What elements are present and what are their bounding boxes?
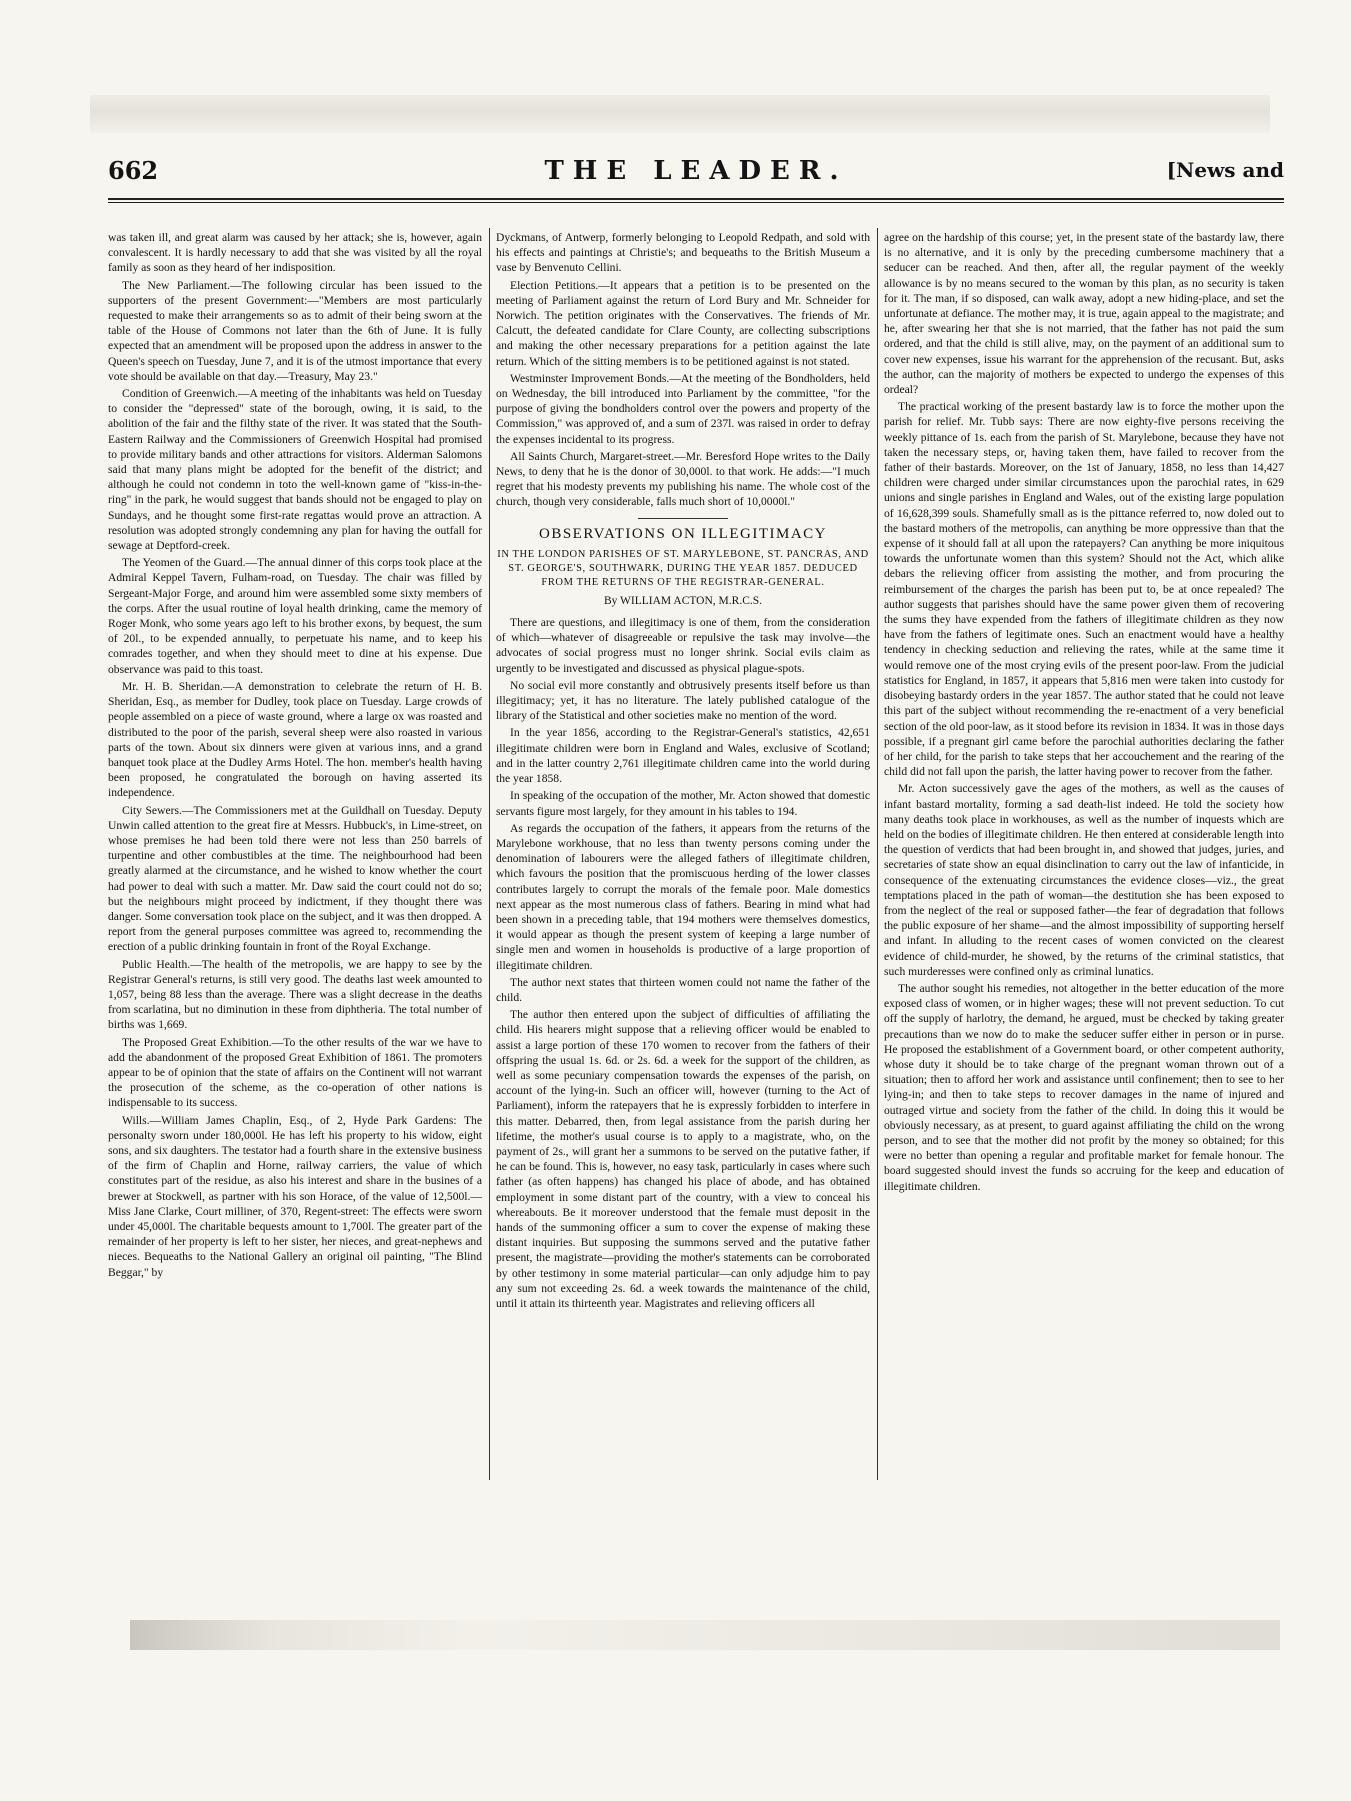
paragraph: In the year 1856, according to the Registrar-General's statistics, 42,651 illegitimate children were born in England and Wales, exclusive of Scotland; and in the latter country 2,761 illegitimate children came into the world during the year 1858. — [496, 726, 870, 786]
section-tag: [News and — [1166, 158, 1284, 182]
paragraph: The Yeomen of the Guard.—The annual dinner of this corps took place at the Admiral Keppel Tavern, Fulham-road, on Tuesday. The chair was filled by Sergeant-Major Forge, and around him were assembled some sixty members of the corps. After the usual routine of loyal health drinking, came the memory of Roger Monk, who some years ago left to his brother exons, by bequest, the sum of 20l., to be expended annually, to perpetuate his name, and to keep his comrades together, and when they should meet to dine at his expense. Due observance was paid to this toast. — [108, 556, 482, 676]
paragraph: Election Petitions.—It appears that a petition is to be presented on the meeting of Parliament against the return of Lord Bury and Mr. Schneider for Norwich. The petition originates with the Conservatives. The friends of Mr. Calcutt, the defeated candidate for Clare County, are collecting subscriptions and making the other necessary preparations for a petition against the late return. Which of the sitting members is to be petitioned against is not stated. — [496, 278, 870, 368]
paragraph: Mr. H. B. Sheridan.—A demonstration to celebrate the return of H. B. Sheridan, Esq., as member for Dudley, took place on Tuesday. Large crowds of people assembled on a piece of waste ground, where a large ox was roasted and distributed to the poor of the parish, several sheep were also roasted in various parts of the town. About six dinners were given at various inns, and a grand banquet took place at the Dudley Arms Hotel. The hon. member's health having been proposed, he congratulated the borough on having asserted its independence. — [108, 679, 482, 800]
paragraph: Westminster Improvement Bonds.—At the meeting of the Bondholders, held on Wednesday, the bill introduced into Parliament by the committee, "for the purpose of giving the bondholders control over the powers and property of the Commission," was approved of, and a sum of 237l. was raised in order to defray the expenses incidental to its progress. — [496, 371, 870, 446]
paragraph: agree on the hardship of this course; yet, in the present state of the bastardy law, there is no alternative, and it is only by the preceding cumbersome machinery that a seducer can be reached. And then, after all, the regular payment of the weekly allowance is by no means secured to the woman by this plan, as no security is taken for it. The man, if so disposed, can walk away, adopt a new hiding-place, and set the unfortunate at defiance. The mother may, it is true, again appeal to the magistrate; and he, after swearing her that she is not married, that the father has not paid the sum ordered, and that the child is still alive, may, on the payment of an additional sum to cover new expenses, issue his warrant for the apprehension of the recusant. But, asks the author, can the majority of mothers be expected to undergo the expenses of this ordeal? — [884, 231, 1284, 397]
column-divider-2 — [877, 228, 878, 1480]
paragraph: The practical working of the present bastardy law is to force the mother upon the parish for relief. Mr. Tubb says: There are now eighty-five persons receiving the weekly pittance of 1s. each from the parish of St. Marylebone, because they have not taken the necessary steps, or, having taken them, have failed to recover from the father of their bastards. Moreover, on the 1st of January, 1858, no less than 14,427 children were charged under similar circumstances upon the parochial rates, in 629 unions and single parishes in England and Wales, out of the existing large population of 16,628,399 souls. Shamefully small as is the pittance referred to, now doled out to the bastard mothers of the metropolis, can anything be more oppressive than that the expense of it should fall at all upon the ratepayers? Can anything be more iniquitous towards the unfortunate women than this system? Should not the Act, which alike debars the relieving officer from assisting the mother, and from procuring the reimbursement of the charges the parish has been put to, be at once repealed? The author suggests that parishes should have the same power given them of recovering the sums they have expended from the fathers of illegitimate children as they now have from the fathers of legitimate ones. Such an enactment would have a healthy tendency in checking seduction and relieving the rates, while at the same time it would remove one of the most crying evils of the present poor-law. From the judicial statistics for England, in 1857, it appears that 5,816 men were taken into custody for disobeying bastardy orders in the year 1857. The author stated that he could not leave this part of the subject without recommending the re-enactment of a very beneficial section of the old poor-law, as it stood before its revision in 1834. It was in those days possible, if a pregnant girl came before the parochial authorities declaring the father of her child, for the parish to take steps that her accouchement and the rearing of the child did not fall upon the parish, the latter having power to recover from the father. — [884, 400, 1284, 779]
section-rule — [638, 518, 728, 519]
paragraph: Dyckmans, of Antwerp, formerly belonging to Leopold Redpath, and sold with his effects and paintings at Christie's; and bequeaths to the British Museum a vase by Benvenuto Cellini. — [496, 231, 870, 275]
paragraph: As regards the occupation of the fathers, it appears from the returns of the Marylebone workhouse, that no less than twenty persons coming under the denomination of labourers were the alleged fathers of illegitimate children, which favours the position that the promiscuous herding of the lower classes contributes largely to corrupt the morals of the female poor. Male domestics next appear as the most numerous class of fathers. Bearing in mind what had been shown in a preceding table, that 194 mothers were themselves domestics, it would appear as though the present system of keeping a large number of single men and women in households is productive of a large proportion of illegitimate children. — [496, 821, 870, 972]
header-rule — [108, 198, 1284, 200]
article-byline: By WILLIAM ACTON, M.R.C.S. — [603, 594, 763, 607]
column-divider-1 — [489, 228, 490, 1480]
paragraph: Mr. Acton successively gave the ages of the mothers, as well as the causes of infant bastard mortality, forming a sad death-list indeed. He told the society how many deaths took place in workhouses, as well as the number of inquests which are held on the bodies of illegitimate children. He then entered at considerable length into the question of verdicts that had been brought in, and showed that judges, juries, and secretaries of state show an equal disinclination to carry out the law of infanticide, in consequence of the extenuating circumstances the evidence closes—viz., the great temptations placed in the path of woman—the destitution she has been exposed to from the neglect of the real or supposed father—the fear of degradation that follows the public exposure of her shame—and the almost impossibility of supporting herself and infant. In alluding to the recent cases of women convicted on the clearest evidence of child-murder, he showed, by the returns of the criminal statistics, that such murderesses were confined only as criminal lunatics. — [884, 782, 1284, 978]
column-1 — [108, 230, 482, 1470]
paragraph: City Sewers.—The Commissioners met at the Guildhall on Tuesday. Deputy Unwin called attention to the great fire at Messrs. Hubbuck's, in Lime-street, on whose premises he had been told there were not less than 250 barrels of turpentine and other combustibles at the time. The neighbourhood had been greatly alarmed at the circumstance, and he wished to know whether the court had power to deal with such a matter. Mr. Daw said the court could not do so; but the neighbours might proceed by indictment, if they thought there was danger. Some conversation took place on the subject, and it was then dropped. A report from the general purposes committee was agreed to, recommending the erection of a public drinking fountain in front of the Royal Exchange. — [108, 803, 482, 954]
paragraph: There are questions, and illegitimacy is one of them, from the consideration of which—whatever of disagreeable or repulsive the task may involve—the advocates of social progress must no longer shrink. Social evils claim as urgently to be investigated and discussed as physical plague-spots. — [496, 616, 870, 675]
article-title: OBSERVATIONS ON ILLEGITIMACY — [538, 525, 828, 542]
page-number: 662 — [108, 156, 159, 185]
article-header — [496, 527, 870, 609]
header-rule-thin — [108, 202, 1284, 203]
paragraph: The New Parliament.—The following circular has been issued to the supporters of the present Government:—"Members are most particularly requested to make their arrangements so as to admit of their being sworn at the table of the House of Commons not later than the 6th of June. It is fully expected that an amendment will be proposed upon the address in answer to the Queen's speech on Tuesday, June 7, and it is of the utmost importance that every vote should be available on that day.—Treasury, May 23." — [108, 278, 482, 383]
column-3 — [884, 230, 1284, 1470]
scan-bottom-edge — [130, 1620, 1280, 1650]
masthead — [108, 156, 1284, 190]
paragraph: Wills.—William James Chaplin, Esq., of 2, Hyde Park Gardens: The personalty sworn under 180,000l. He has left his property to his widow, eight sons, and six daughters. The testator had a fourth share in the extensive business of the firm of Chaplin and Horne, railway carriers, the value of which constitutes part of the residue, as also his interest and share in the busines of a brewer at Stockwell, as partner with his son Horace, of the value of 12,500l.—Miss Jane Clarke, Court milliner, of 370, Regent-street: The effects were sworn under 45,000l. The charitable bequests amount to 1,700l. The greater part of the remainder of her property is left to her sister, her nieces, and great-nephews and nieces. Bequeaths to the National Gallery an original oil painting, "The Blind Beggar," by — [108, 1113, 482, 1279]
scan-top-edge — [90, 95, 1270, 133]
paragraph: The author sought his remedies, not altogether in the better education of the more exposed class of women, or in higher wages; these will not prevent seduction. To cut off the supply of harlotry, the demand, he argued, must be checked by taking greater precautions than we now do to make the seducer suffer either in person or in purse. He proposed the establishment of a Government board, or other competent authority, whose duty it should be to take charge of the pregnant woman thrown out of a situation; then to afford her work and assistance until confinement; then to see to her lying-in; and then to take steps to recover damages in the name of injured and outraged virtue and society from the father of the child. In doing this it would be obviously necessary, as at present, to guard against affiliating the child on the wrong person, and to see that the mother did not profit by the money so obtained; for this were no better than opening a regular and profitable market for female honour. The board suggested should invest the funds so accruing for the keep and education of illegitimate children. — [884, 981, 1284, 1193]
column-2 — [496, 230, 870, 1470]
paragraph: All Saints Church, Margaret-street.—Mr. Beresford Hope writes to the Daily News, to deny that he is the donor of 30,000l. to that work. He adds:—"I much regret that his modesty prevents my publishing his name. The whole cost of the church, though very considerable, falls much short of 10,0000l." — [496, 449, 870, 509]
paragraph: was taken ill, and great alarm was caused by her attack; she is, however, again convalescent. It is hardly necessary to add that she was visited by all the royal family as soon as they heard of her indisposition. — [108, 231, 482, 275]
paragraph: Public Health.—The health of the metropolis, we are happy to see by the Registrar General's returns, is still very good. The deaths last week amounted to 1,057, being 88 less than the average. There was a slight decrease in the deaths from scarlatina, but no diminution in these from diphtheria. The total number of births was 1,669. — [108, 957, 482, 1032]
paragraph: Condition of Greenwich.—A meeting of the inhabitants was held on Tuesday to consider the "depressed" state of the borough, owing, it is said, to the abolition of the fair and the filthy state of the river. It was stated that the South-Eastern Railway and the Commissioners of Greenwich Hospital had promised to provide military bands and other attractions for visitors. Alderman Salomons said that many plans might be adopted for the benefit of the district; and although he could not condemn in toto the well-known game of "kiss-in-the-ring" in the park, he would suggest that bands should not be engaged to play on Sundays, and he thought some first-rate regattas would prove an attraction. A resolution was adopted strongly condemning any plan for having the outfall for sewage at Deptford-creek. — [108, 387, 482, 553]
paragraph: The author then entered upon the subject of difficulties of affiliating the child. His hearers might suppose that a relieving officer would be enabled to assist a large portion of these 170 women to recover from the fathers of their offspring the usual 1s. 6d. or 2s. 6d. a week for the support of the children, as well as some pecuniary compensation towards the expenses of the parish, on account of the lying-in. Such an officer will, however (turning to the Act of Parliament), inform the ratepayers that he is expressly forbidden to interfere in this matter. Debarred, then, from legal assistance from the parish during her lifetime, the mother's usual course is to apply to a magistrate, who, on the payment of 2s., will grant her a summons to be served on the putative father, if he can be found. This is, however, no easy task, particularly in cases where such father (as often happens) has changed his place of abode, and has obtained employment in some distant part of the country, with a view to conceal his whereabouts. Be it moreover understood that the female must deposit in the hands of the summoning officer a sum to cover the expense of making these distant inquiries. But supposing the summons served and the putative father present, the magistrate—providing the mother's statements can be corroborated by other testimony in some material particular—can only adjudge him to pay any sum not exceeding 2s. 6d. a week towards the maintenance of the child, until it attain its thirteenth year. Magistrates and relieving officers all — [496, 1008, 870, 1310]
paragraph: The Proposed Great Exhibition.—To the other results of the war we have to add the abandonment of the proposed Great Exhibition of 1861. The promoters appear to be of opinion that the state of affairs on the Continent will not warrant the prosecution of the scheme, as the co-operation of other nations is indispensable to its success. — [108, 1035, 482, 1110]
paragraph: No social evil more constantly and obtrusively presents itself before us than illegitimacy; yet, it has no literature. The lately published catalogue of the library of the Statistical and other societies make no mention of the word. — [496, 678, 870, 723]
paragraph: The author next states that thirteen women could not name the father of the child. — [496, 975, 870, 1004]
paragraph: In speaking of the occupation of the mother, Mr. Acton showed that domestic servants figure most largely, for they amount in his tables to 194. — [496, 789, 870, 818]
newspaper-title: THE LEADER. — [544, 156, 848, 186]
article-subtitle: IN THE LONDON PARISHES OF ST. MARYLEBONE, ST. PANCRAS, AND ST. GEORGE'S, SOUTHWARK, DURING THE YEAR 1857. DEDUCED FROM THE RETURNS OF THE REGISTRAR-GENERAL. — [497, 548, 869, 588]
